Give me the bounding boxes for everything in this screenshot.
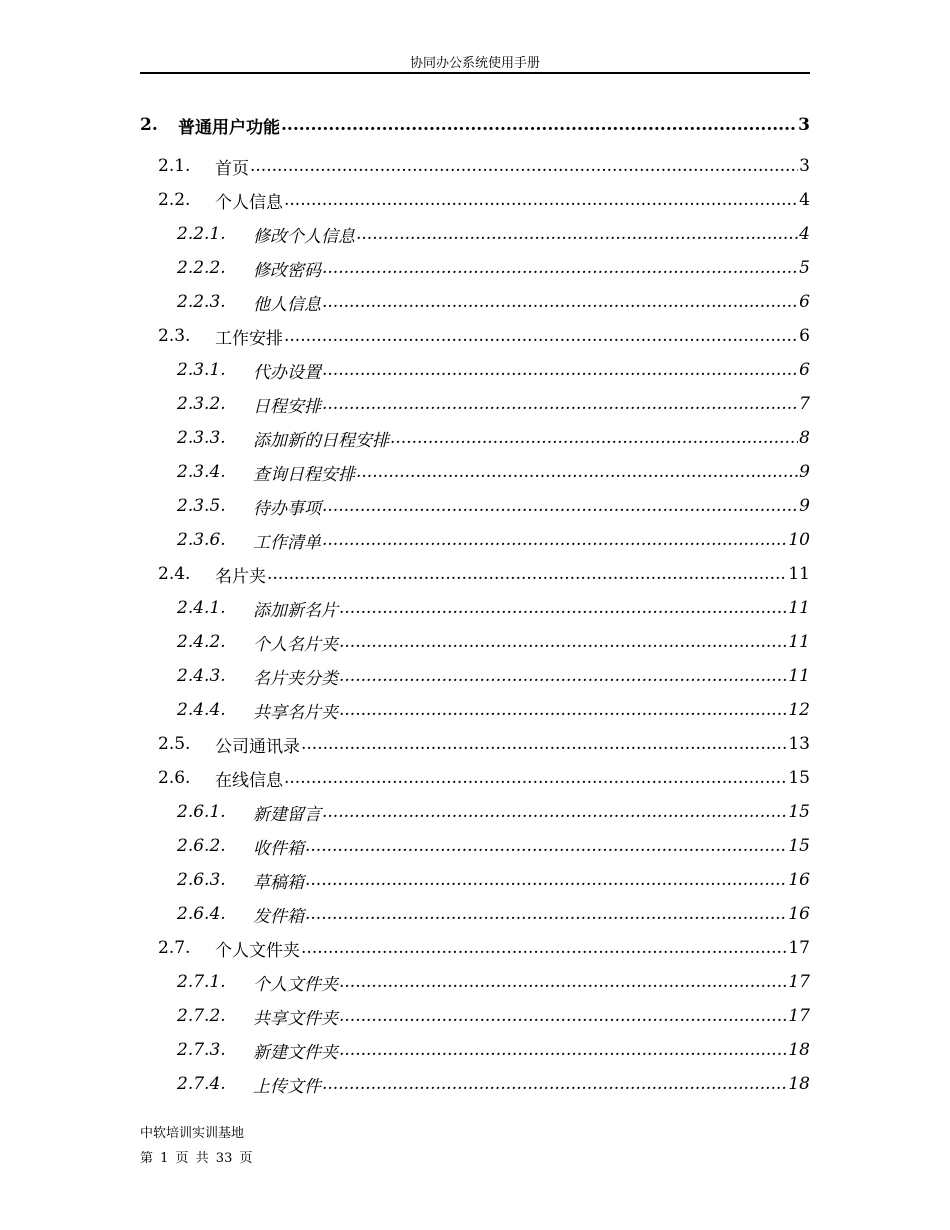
toc-entry-title: 他人信息 [253, 294, 321, 315]
toc-entry-page: 15 [788, 836, 810, 856]
toc-entry-page: 10 [788, 530, 810, 550]
toc-entry-title: 在线信息 [215, 770, 283, 791]
toc-entry-title: 首页 [215, 158, 249, 179]
toc-entry[interactable] [140, 387, 810, 421]
toc-entry-title: 上传文件 [253, 1076, 321, 1097]
toc-dot-leader [305, 904, 787, 924]
toc-entry-page: 6 [799, 292, 810, 312]
toc-entry-page: 3 [799, 156, 810, 176]
header-rule [140, 72, 810, 74]
toc-dot-leader [284, 768, 787, 788]
toc-entry[interactable] [140, 795, 810, 829]
toc-entry[interactable] [140, 965, 810, 999]
toc-entry-number: 2.6. [158, 768, 191, 788]
toc-dot-leader [250, 156, 798, 176]
toc-entry-number: 2.7.4. [177, 1074, 226, 1094]
toc-dot-leader [339, 972, 787, 992]
toc-entry-number: 2.4. [158, 564, 191, 584]
toc-dot-leader [305, 870, 787, 890]
toc-entry-title: 待办事项 [253, 498, 321, 519]
toc-entry[interactable] [140, 761, 810, 795]
toc-entry-title: 修改密码 [253, 260, 321, 281]
toc-entry-number: 2.3.3. [177, 428, 226, 448]
toc-entry[interactable] [140, 183, 810, 217]
toc-entry[interactable] [140, 149, 810, 183]
toc-dot-leader [390, 428, 798, 448]
toc-entry-page: 8 [799, 428, 810, 448]
toc-entry[interactable] [140, 1033, 810, 1067]
toc-entry-title: 草稿箱 [253, 872, 304, 893]
toc-entry-page: 11 [788, 598, 810, 618]
toc-entry-page: 5 [799, 258, 810, 278]
toc-entry-page: 16 [788, 870, 810, 890]
toc-dot-leader [339, 598, 787, 618]
toc-dot-leader [322, 292, 798, 312]
toc-dot-leader [356, 462, 798, 482]
toc-entry-title: 个人信息 [215, 192, 283, 213]
toc-entry-page: 15 [788, 768, 810, 788]
toc-entry-number: 2.6.1. [177, 802, 226, 822]
toc-entry[interactable] [140, 421, 810, 455]
toc-entry-page: 17 [788, 972, 810, 992]
toc-entry-number: 2.2.2. [177, 258, 226, 278]
toc-entry[interactable] [140, 1067, 810, 1101]
toc-entry-number: 2.2.3. [177, 292, 226, 312]
toc-entry[interactable] [140, 489, 810, 523]
toc-entry[interactable] [140, 319, 810, 353]
toc-entry-page: 16 [788, 904, 810, 924]
toc-dot-leader [356, 224, 798, 244]
toc-entry[interactable] [140, 931, 810, 965]
toc-entry-title: 名片夹 [215, 566, 266, 587]
toc-entry[interactable] [140, 625, 810, 659]
toc-dot-leader [322, 258, 798, 278]
toc-entry-number: 2.5. [158, 734, 191, 754]
toc-entry[interactable] [140, 455, 810, 489]
toc-entry-page: 11 [788, 564, 810, 584]
toc-entry[interactable] [140, 217, 810, 251]
toc-dot-leader [322, 530, 787, 550]
toc-entry-page: 6 [799, 360, 810, 380]
toc-entry-page: 3 [798, 115, 810, 135]
toc-entry-page: 18 [788, 1074, 810, 1094]
toc-entry-number: 2.3.6. [177, 530, 226, 550]
toc-entry-page: 4 [799, 190, 810, 210]
toc-entry[interactable] [140, 591, 810, 625]
toc-dot-leader [339, 632, 787, 652]
toc-entry[interactable] [140, 353, 810, 387]
toc-entry-title: 查询日程安排 [253, 464, 355, 485]
toc-entry[interactable] [140, 693, 810, 727]
toc-dot-leader [339, 666, 787, 686]
toc-entry-title: 添加新的日程安排 [253, 430, 389, 451]
toc-entry-title: 收件箱 [253, 838, 304, 859]
toc-entry-number: 2.2. [158, 190, 191, 210]
toc-entry-number: 2.3.4. [177, 462, 226, 482]
toc-entry-number: 2.4.2. [177, 632, 226, 652]
toc-entry-title: 工作安排 [215, 328, 283, 349]
toc-dot-leader [301, 938, 787, 958]
toc-entry-number: 2.3.2. [177, 394, 226, 414]
toc-entry-title: 添加新名片 [253, 600, 338, 621]
footer-page-number: 第 1 页 共 33 页 [140, 1151, 253, 1166]
toc-entry-number: 2.6.3. [177, 870, 226, 890]
toc-entry-title: 修改个人信息 [253, 226, 355, 247]
toc-entry-page: 6 [799, 326, 810, 346]
toc-entry[interactable] [140, 523, 810, 557]
toc-entry-title: 代办设置 [253, 362, 321, 383]
toc-dot-leader [339, 1040, 787, 1060]
toc-entry[interactable] [140, 999, 810, 1033]
toc-entry-title: 日程安排 [253, 396, 321, 417]
toc-entry-title: 个人文件夹 [215, 940, 300, 961]
toc-entry-page: 13 [788, 734, 810, 754]
toc-entry-number: 2. [140, 115, 158, 135]
toc-entry-number: 2.7. [158, 938, 191, 958]
toc-entry[interactable] [140, 557, 810, 591]
toc-entry-page: 9 [799, 496, 810, 516]
toc-entry-title: 共享文件夹 [253, 1008, 338, 1029]
toc-entry-page: 11 [788, 666, 810, 686]
toc-entry[interactable] [140, 897, 810, 931]
toc-entry-page: 11 [788, 632, 810, 652]
toc-entry[interactable] [140, 251, 810, 285]
toc-entry-page: 18 [788, 1040, 810, 1060]
table-of-contents [140, 107, 810, 1101]
toc-entry-number: 2.6.2. [177, 836, 226, 856]
toc-dot-leader [284, 190, 798, 210]
toc-entry-page: 12 [788, 700, 810, 720]
toc-entry-page: 7 [799, 394, 810, 414]
toc-entry-title: 个人名片夹 [253, 634, 338, 655]
toc-dot-leader [267, 564, 787, 584]
toc-entry-number: 2.3.1. [177, 360, 226, 380]
toc-entry-title: 个人文件夹 [253, 974, 338, 995]
toc-entry-number: 2.4.3. [177, 666, 226, 686]
toc-entry-title: 公司通讯录 [215, 736, 300, 757]
toc-dot-leader [339, 700, 787, 720]
toc-entry[interactable] [140, 829, 810, 863]
toc-dot-leader [284, 326, 798, 346]
footer-organization: 中软培训实训基地 [140, 1126, 245, 1141]
toc-dot-leader [322, 360, 798, 380]
toc-entry-page: 4 [799, 224, 810, 244]
toc-entry-number: 2.3. [158, 326, 191, 346]
toc-entry[interactable] [140, 727, 810, 761]
toc-dot-leader [322, 394, 798, 414]
toc-entry-number: 2.1. [158, 156, 191, 176]
toc-dot-leader [322, 496, 798, 516]
toc-entry-title: 共享名片夹 [253, 702, 338, 723]
toc-entry-number: 2.7.3. [177, 1040, 226, 1060]
toc-entry-title: 工作清单 [253, 532, 321, 553]
toc-dot-leader [339, 1006, 787, 1026]
toc-entry-number: 2.7.2. [177, 1006, 226, 1026]
toc-entry-number: 2.3.5. [177, 496, 226, 516]
toc-dot-leader [322, 802, 787, 822]
toc-entry-title: 发件箱 [253, 906, 304, 927]
toc-entry-page: 15 [788, 802, 810, 822]
toc-entry[interactable] [140, 659, 810, 693]
toc-entry-title: 新建留言 [253, 804, 321, 825]
running-header: 协同办公系统使用手册 [409, 56, 540, 71]
toc-dot-leader [305, 836, 787, 856]
toc-entry[interactable] [140, 285, 810, 319]
toc-entry-page: 17 [788, 1006, 810, 1026]
toc-entry-number: 2.6.4. [177, 904, 226, 924]
toc-entry-number: 2.2.1. [177, 224, 226, 244]
toc-entry[interactable] [140, 107, 810, 143]
toc-dot-leader [322, 1074, 787, 1094]
toc-entry-number: 2.4.4. [177, 700, 226, 720]
toc-entry-page: 9 [799, 462, 810, 482]
toc-entry[interactable] [140, 863, 810, 897]
toc-dot-leader [301, 734, 787, 754]
toc-entry-page: 17 [788, 938, 810, 958]
toc-entry-number: 2.7.1. [177, 972, 226, 992]
toc-dot-leader [281, 115, 797, 135]
toc-entry-title: 新建文件夹 [253, 1042, 338, 1063]
toc-entry-title: 名片夹分类 [253, 668, 338, 689]
toc-entry-number: 2.4.1. [177, 598, 226, 618]
toc-entry-title: 普通用户功能 [178, 117, 280, 138]
